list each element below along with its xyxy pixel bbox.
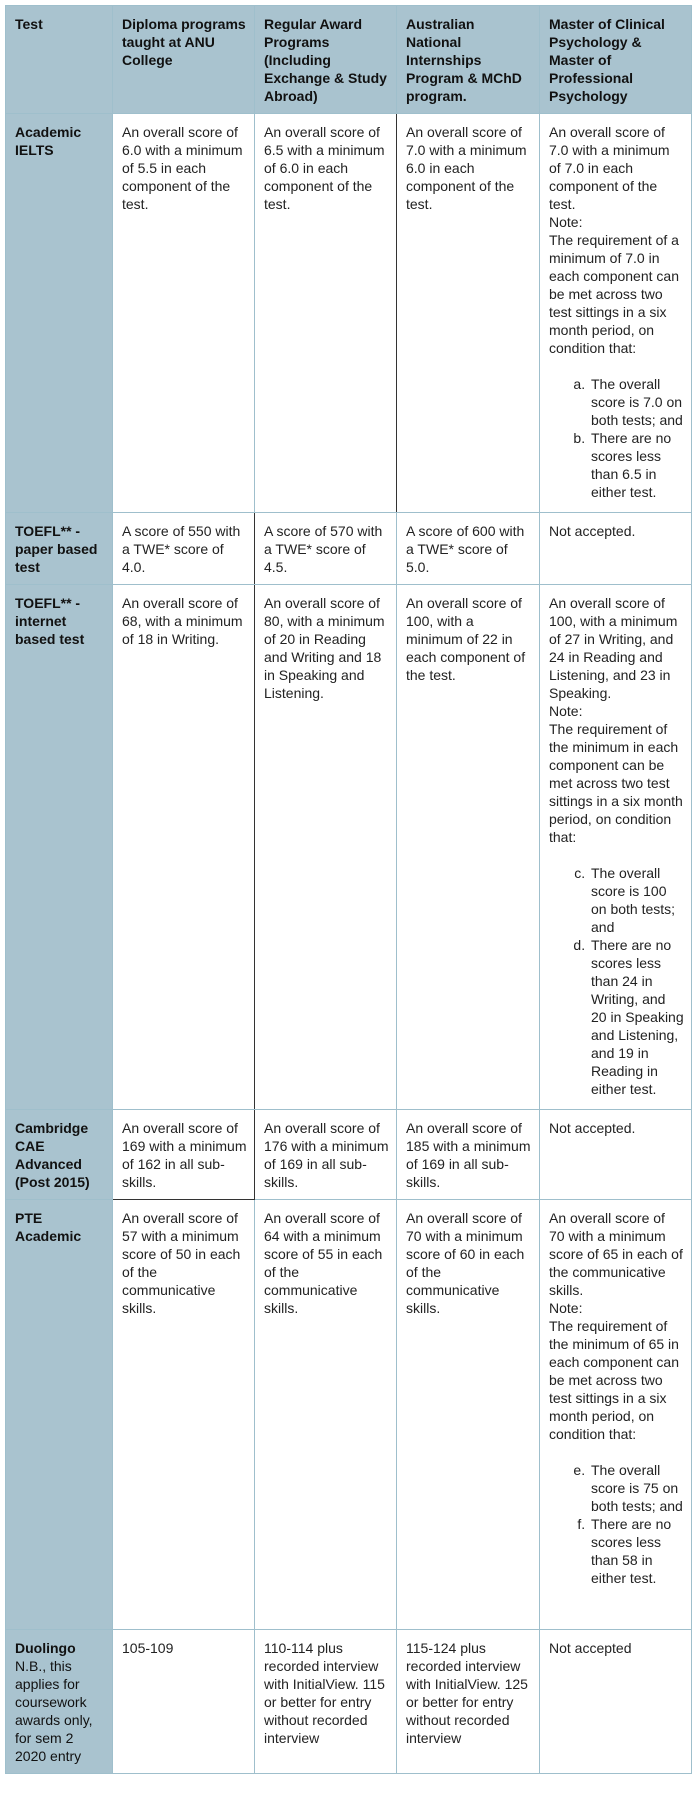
cell-diploma: An overall score of 68, with a minimum of 18 in Writing. (113, 585, 255, 1110)
row-label-toefl-ibt: TOEFL** - internet based test (6, 585, 113, 1110)
cell-regular: An overall score of 6.5 with a minimum of 6.0 in each component of the test. (255, 114, 397, 513)
list-item: e. The overall score is 75 on both tests; and (589, 1461, 684, 1515)
cell-clinical (540, 1200, 692, 1630)
note-text: The requirement of a minimum of 7.0 in each component can be met across two test sittings in a six month period, on condition that: (549, 232, 679, 356)
cell-aniip: An overall score of 100, with a minimum of 22 in each component of the test. (397, 585, 540, 1110)
condition-list (549, 375, 684, 501)
list-item: c. The overall score is 100 on both tests; and (589, 864, 684, 936)
header-regular-award: Regular Award Programs (Including Exchange & Study Abroad) (255, 6, 397, 114)
list-item: a. The overall score is 7.0 on both tests; and (589, 375, 684, 429)
cell-clinical: Not accepted. (540, 513, 692, 585)
table-row (6, 1200, 692, 1630)
note-label: Note: (549, 1300, 583, 1316)
cell-diploma: An overall score of 6.0 with a minimum of 5.5 in each component of the test. (113, 114, 255, 513)
duolingo-note: N.B., this applies for coursework awards only, for sem 2 2020 entry (15, 1658, 93, 1764)
header-aniip: Australian National Internships Program & MChD program. (397, 6, 540, 114)
cell-clinical: Not accepted (540, 1630, 692, 1774)
row-label-ielts: Academic IELTS (6, 114, 113, 513)
cell-regular: 110-114 plus recorded interview with InitialView. 115 or better for entry without recorded interview (255, 1630, 397, 1774)
clinical-main-text: An overall score of 70 with a minimum score of 65 in each of the communicative skills. (549, 1210, 683, 1298)
table-row (6, 114, 692, 513)
cell-regular: A score of 570 with a TWE* score of 4.5. (255, 513, 397, 585)
english-requirements-table (5, 5, 692, 1774)
cell-aniip: An overall score of 70 with a minimum score of 60 in each of the communicative skills. (397, 1200, 540, 1630)
note-text: The requirement of the minimum in each component can be met across two test sittings in a six month period, on condition that: (549, 721, 683, 845)
row-label-toefl-paper: TOEFL** - paper based test (6, 513, 113, 585)
cell-clinical (540, 585, 692, 1110)
condition-list (549, 864, 684, 1098)
cell-aniip: An overall score of 185 with a minimum of 169 in all sub-skills. (397, 1110, 540, 1200)
note-label: Note: (549, 703, 583, 719)
cell-regular: An overall score of 176 with a minimum of 169 in all sub-skills. (255, 1110, 397, 1200)
cell-clinical: Not accepted. (540, 1110, 692, 1200)
list-item: d. There are no scores less than 24 in Writing, and 20 in Speaking and Listening, and 19 in Reading in either test. (589, 936, 684, 1098)
cell-clinical (540, 114, 692, 513)
requirements-table-wrapper (5, 5, 691, 1774)
condition-list (549, 1461, 684, 1587)
table-row (6, 1110, 692, 1200)
cell-aniip: 115-124 plus recorded interview with InitialView. 125 or better for entry without recorded interview (397, 1630, 540, 1774)
header-test: Test (6, 6, 113, 114)
cell-diploma: 105-109 (113, 1630, 255, 1774)
cell-diploma: A score of 550 with a TWE* score of 4.0. (113, 513, 255, 585)
clinical-main-text: An overall score of 100, with a minimum of 27 in Writing, and 24 in Reading and Listening, and 23 in Speaking. (549, 595, 678, 701)
table-header-row (6, 6, 692, 114)
clinical-main-text: An overall score of 7.0 with a minimum of 7.0 in each component of the test. (549, 124, 670, 212)
list-item: f. There are no scores less than 58 in either test. (589, 1515, 684, 1587)
cell-regular: An overall score of 80, with a minimum of 20 in Reading and Writing and 18 in Speaking and Listening. (255, 585, 397, 1110)
header-clinical-psych: Master of Clinical Psychology & Master of Professional Psychology (540, 6, 692, 114)
row-label-pte: PTE Academic (6, 1200, 113, 1630)
duolingo-title: Duolingo (15, 1640, 76, 1656)
cell-diploma: An overall score of 169 with a minimum of 162 in all sub-skills. (113, 1110, 255, 1200)
cell-aniip: An overall score of 7.0 with a minimum 6.0 in each component of the test. (397, 114, 540, 513)
row-label-duolingo (6, 1630, 113, 1774)
table-row (6, 1630, 692, 1774)
cell-regular: An overall score of 64 with a minimum score of 55 in each of the communicative skills. (255, 1200, 397, 1630)
table-row (6, 585, 692, 1110)
table-row (6, 513, 692, 585)
header-diploma: Diploma programs taught at ANU College (113, 6, 255, 114)
row-label-cambridge-cae: Cambridge CAE Advanced (Post 2015) (6, 1110, 113, 1200)
note-label: Note: (549, 214, 583, 230)
list-item: b. There are no scores less than 6.5 in either test. (589, 429, 684, 501)
cell-diploma: An overall score of 57 with a minimum score of 50 in each of the communicative skills. (113, 1200, 255, 1630)
cell-aniip: A score of 600 with a TWE* score of 5.0. (397, 513, 540, 585)
note-text: The requirement of the minimum of 65 in each component can be met across two test sittings in a six month period, on condition that: (549, 1318, 679, 1442)
